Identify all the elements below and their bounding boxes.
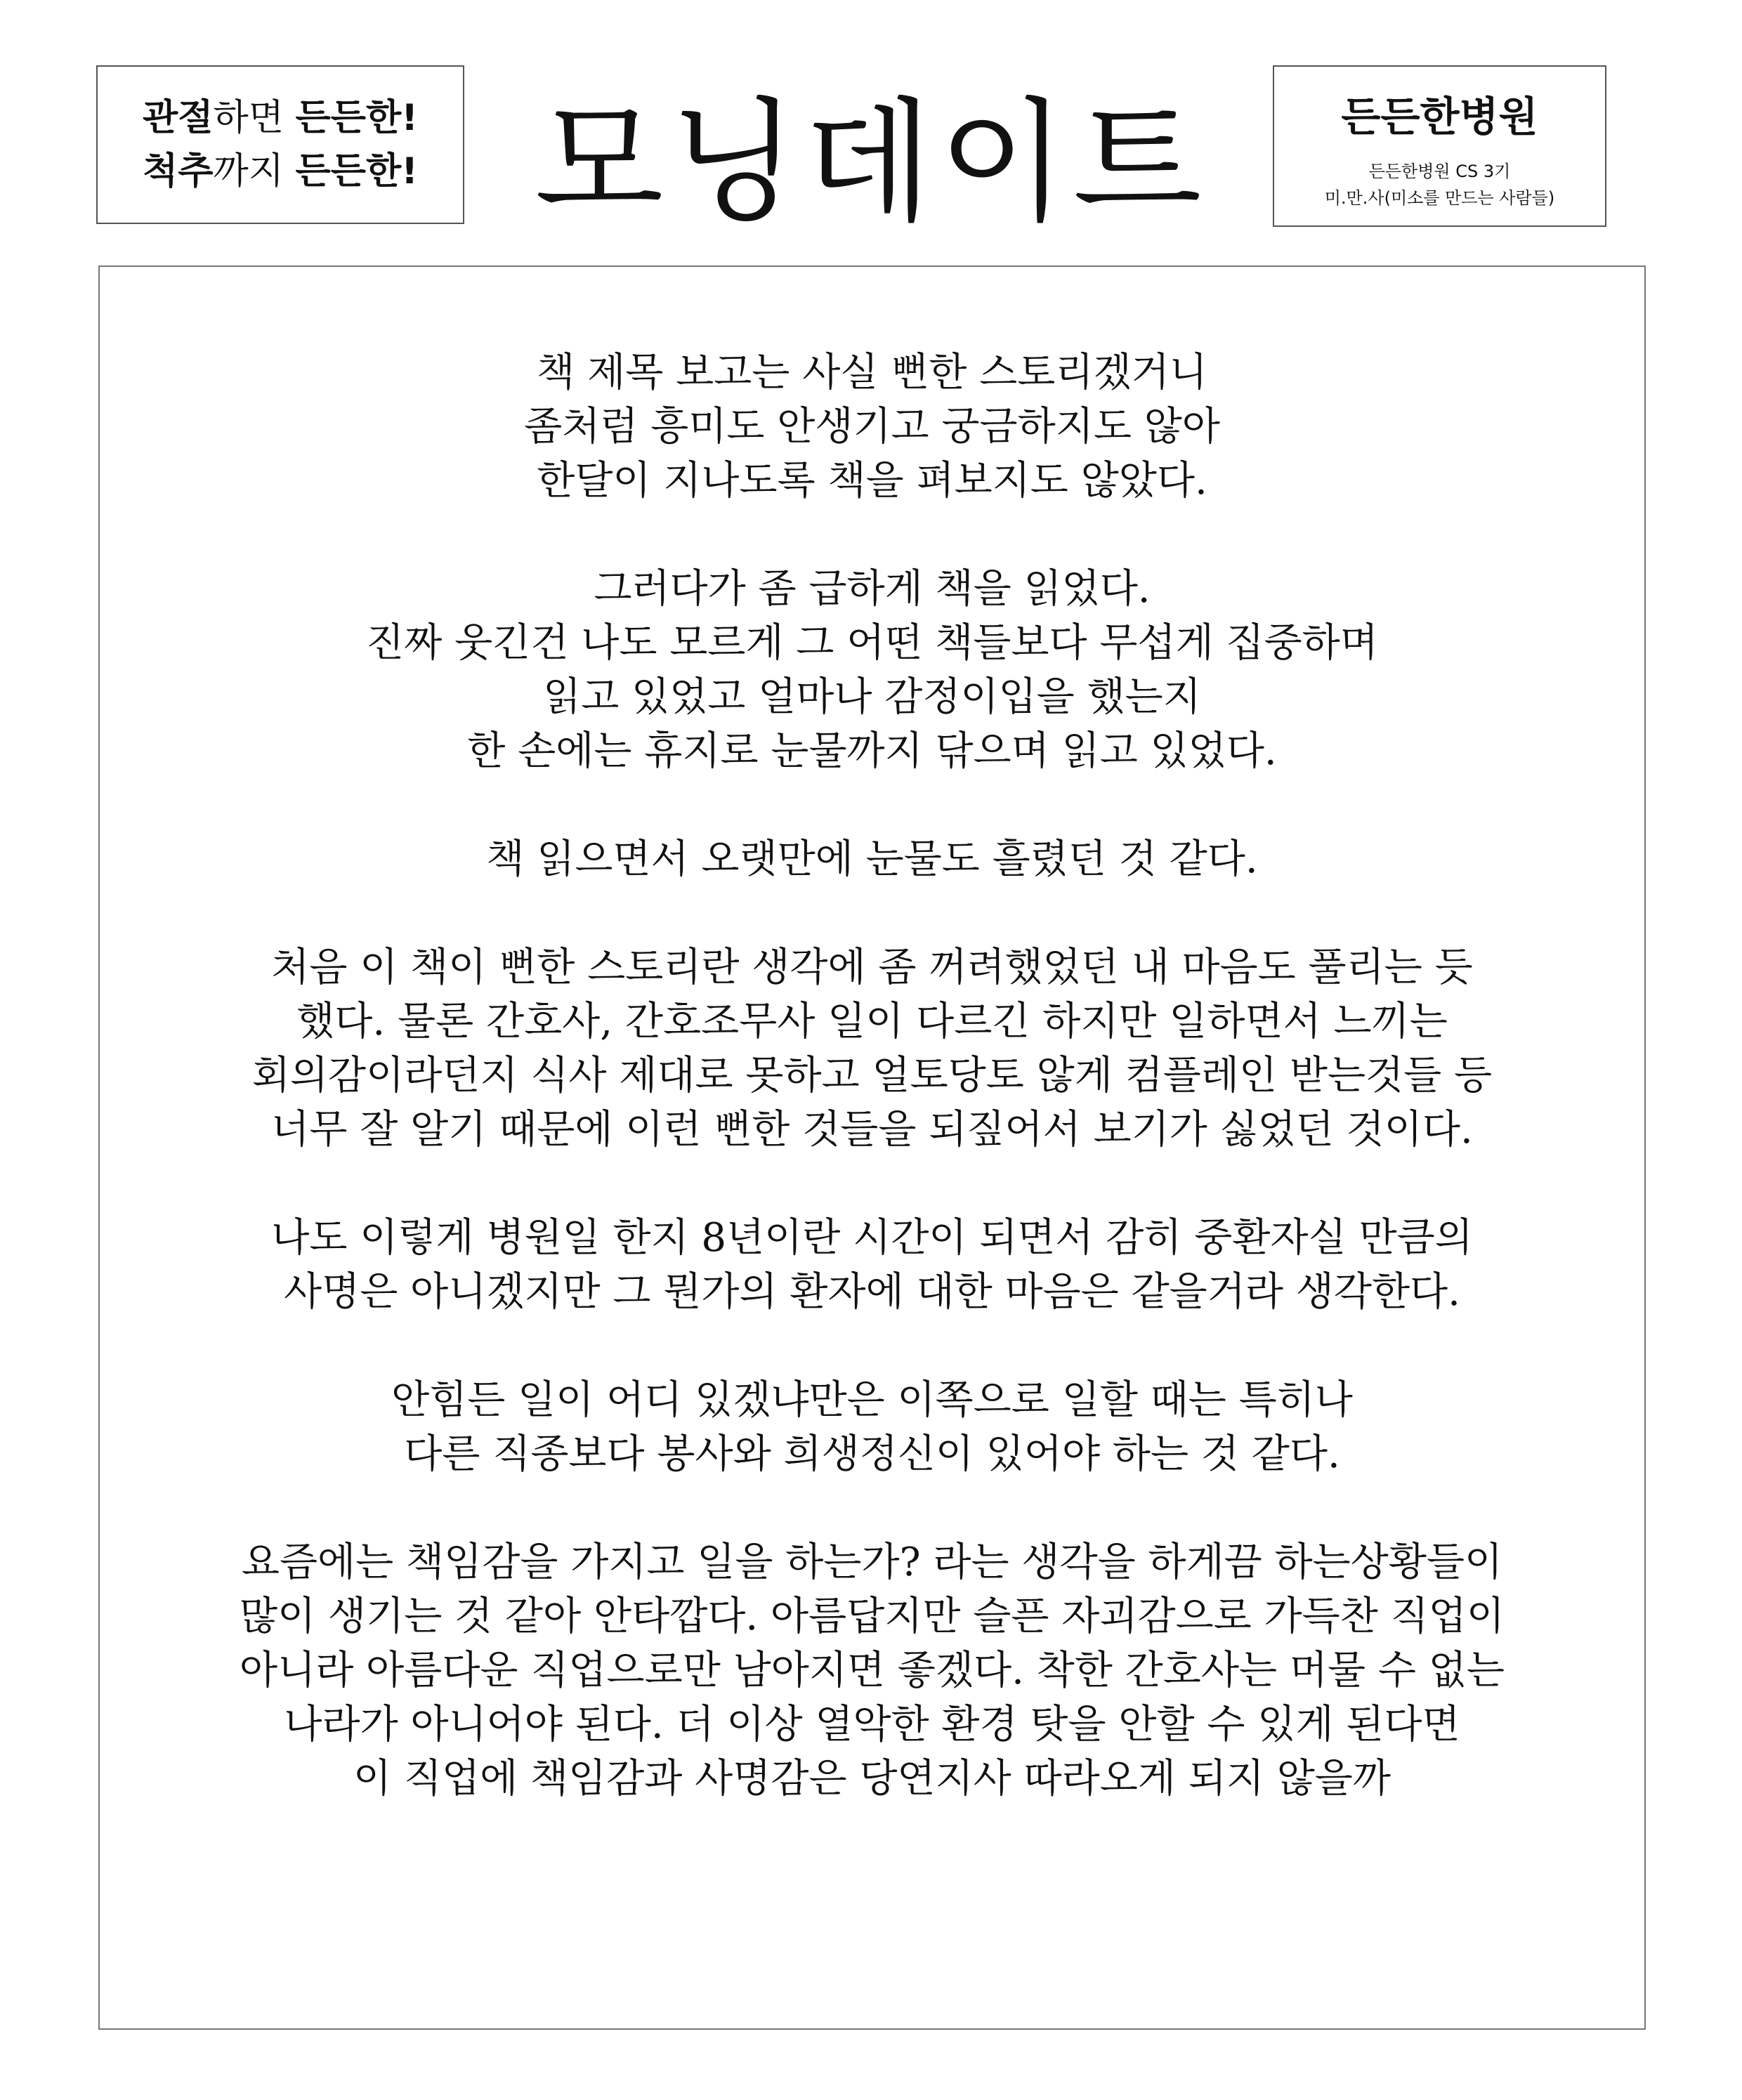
slogan-line-2-connector: 까지 <box>213 150 296 192</box>
brand-team-label: 든든한병원 CS 3기 <box>1368 162 1511 181</box>
essay-line: 다른 직종보다 봉사와 희생정신이 있어야 하는 것 같다. <box>404 1431 1340 1477</box>
essay-line: 진짜 웃긴건 나도 모르게 그 어떤 책들보다 무섭게 집중하며 <box>366 620 1378 666</box>
slogan-line-2 <box>143 145 418 198</box>
essay-line: 회의감이라던지 식사 제대로 못하고 얼토당토 않게 컴플레인 받는것들 등 <box>251 1053 1493 1098</box>
essay-line: 아니라 아름다운 직업으로만 남아지면 좋겠다. 착한 간호사는 머물 수 없는 <box>240 1648 1505 1693</box>
brand-name: 든든한병원 <box>1341 93 1538 140</box>
essay-line: 너무 잘 알기 때문에 이런 뻔한 것들을 되짚어서 보기가 싫었던 것이다. <box>271 1107 1473 1153</box>
essay-paragraph <box>100 1211 1644 1319</box>
essay-line: 책 제목 보고는 사실 뻔한 스토리겠거니 <box>537 350 1207 395</box>
essay-line: 한 손에는 휴지로 눈물까지 닦으며 읽고 있었다. <box>467 728 1277 774</box>
essay-line: 요즘에는 책임감을 가지고 일을 하는가? 라는 생각을 하게끔 하는상황들이 <box>241 1540 1503 1585</box>
essay-line: 이 직업에 책임감과 사명감은 당연지사 따라오게 되지 않을까 <box>353 1756 1391 1802</box>
essay-body <box>100 346 1644 1860</box>
essay-paragraph <box>100 940 1644 1157</box>
slogan-line-1-emphasis: 든든한! <box>295 97 418 139</box>
essay-paragraph <box>100 832 1644 886</box>
brand-box <box>1273 65 1606 227</box>
slogan-box <box>96 65 464 224</box>
slogan-line-2-emphasis: 든든한! <box>295 150 418 192</box>
brand-team-motto: 미.만.사(미소를 만드는 사람들) <box>1324 188 1555 208</box>
essay-line: 책 읽으면서 오랫만에 눈물도 흘렸던 것 같다. <box>486 836 1258 882</box>
essay-line: 했다. 물론 간호사, 간호조무사 일이 다르긴 하지만 일하면서 느끼는 <box>296 999 1448 1044</box>
brand-subtitle <box>1325 158 1554 211</box>
essay-line: 나도 이렇게 병원일 한지 8년이란 시간이 되면서 감히 중환자실 만큼의 <box>271 1215 1473 1261</box>
essay-line: 한달이 지나도록 책을 펴보지도 않았다. <box>537 458 1207 504</box>
essay-paragraph <box>100 346 1644 508</box>
slogan-line-1-connector: 하면 <box>213 97 296 139</box>
slogan-line-1 <box>143 91 418 145</box>
essay-line: 사명은 아니겠지만 그 뭔가의 환자에 대한 마음은 같을거라 생각한다. <box>284 1269 1460 1315</box>
essay-line: 많이 생기는 것 같아 안타깝다. 아름답지만 슬픈 자괴감으로 가득찬 직업이 <box>240 1594 1505 1639</box>
essay-line: 나라가 아니어야 된다. 더 이상 열악한 환경 탓을 안할 수 있게 된다면 <box>284 1702 1460 1747</box>
slogan-line-2-keyword: 척추 <box>143 150 214 192</box>
essay-paragraph <box>100 562 1644 778</box>
slogan-line-1-keyword: 관절 <box>143 97 214 139</box>
essay-line: 안힘든 일이 어디 있겠냐만은 이쪽으로 일할 때는 특히나 <box>391 1377 1353 1423</box>
essay-paragraph <box>100 1535 1644 1806</box>
essay-line: 읽고 있었고 얼마나 감정이입을 했는지 <box>543 674 1201 720</box>
essay-line: 좀처럼 흥미도 안생기고 궁금하지도 않아 <box>524 404 1220 449</box>
essay-paragraph <box>100 1373 1644 1481</box>
essay-line: 그러다가 좀 급하게 책을 읽었다. <box>594 566 1151 612</box>
masthead-title: 모닝데이트 <box>535 84 1207 240</box>
essay-line: 처음 이 책이 뻔한 스토리란 생각에 좀 꺼려했었던 내 마음도 풀리는 듯 <box>271 945 1473 990</box>
essay-frame <box>98 265 1646 2030</box>
